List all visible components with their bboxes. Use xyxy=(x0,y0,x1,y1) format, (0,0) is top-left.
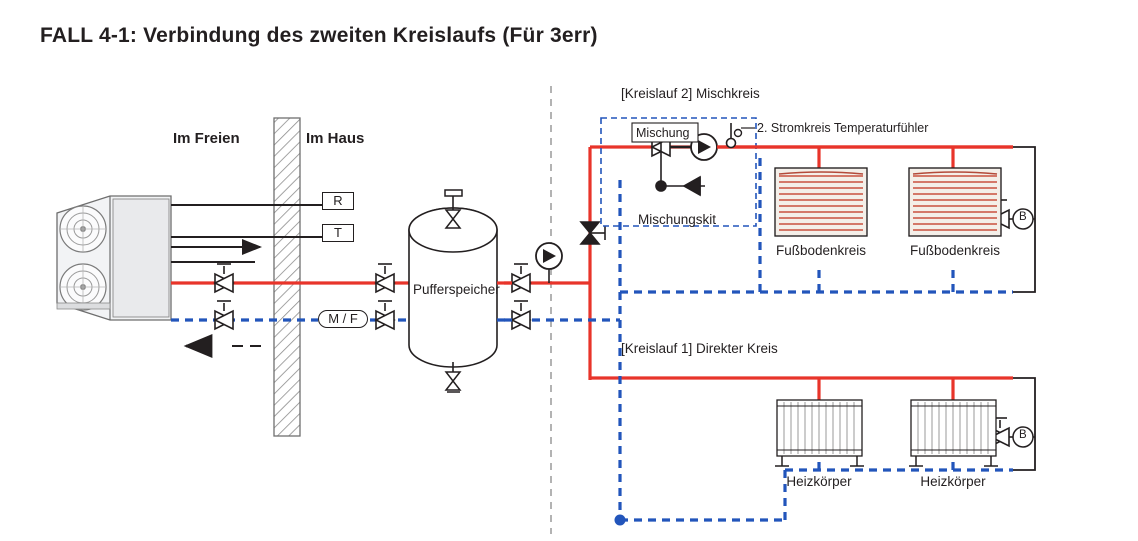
radiator-2 xyxy=(909,400,998,466)
floor-heating-1 xyxy=(775,168,867,236)
label-radiator-2: Heizkörper xyxy=(920,474,986,489)
label-circuit1-title: [Kreislauf 1] Direkter Kreis xyxy=(621,341,778,356)
main-riser-valve xyxy=(581,222,605,244)
balance-valve-circuit1 xyxy=(991,418,1035,447)
temperature-sensor-icon xyxy=(727,123,742,148)
label-outdoor: Im Freien xyxy=(173,130,240,147)
t-terminal-box: T xyxy=(322,224,354,242)
r-terminal-box: R xyxy=(322,192,354,210)
label-mixing: Mischung xyxy=(636,126,690,140)
label-mixing-kit: Mischungskit xyxy=(638,212,717,227)
label-buffer-tank: Pufferspeicher xyxy=(413,282,500,297)
bypass-check-valve xyxy=(661,177,705,195)
label-indoor: Im Haus xyxy=(306,130,365,147)
balance-valve-label-circuit2: B xyxy=(1019,211,1027,223)
page-title: FALL 4-1: Verbindung des zweiten Kreislaufs (Für 3err) xyxy=(40,24,598,47)
floor-heating-2 xyxy=(909,168,1001,236)
label-floor-circuit-1: Fußbodenkreis xyxy=(775,243,867,258)
balance-valve-label-circuit1: B xyxy=(1019,429,1027,441)
label-circuit2-title: [Kreislauf 2] Mischkreis xyxy=(621,86,760,101)
main-pump xyxy=(536,243,562,283)
label-sensor2: 2. Stromkreis Temperaturfühler xyxy=(757,121,929,135)
radiator-1 xyxy=(775,400,864,466)
outdoor-unit xyxy=(57,196,171,320)
mf-box: M / F xyxy=(318,310,368,328)
label-floor-circuit-2: Fußbodenkreis xyxy=(909,243,1001,258)
label-radiator-1: Heizkörper xyxy=(786,474,852,489)
